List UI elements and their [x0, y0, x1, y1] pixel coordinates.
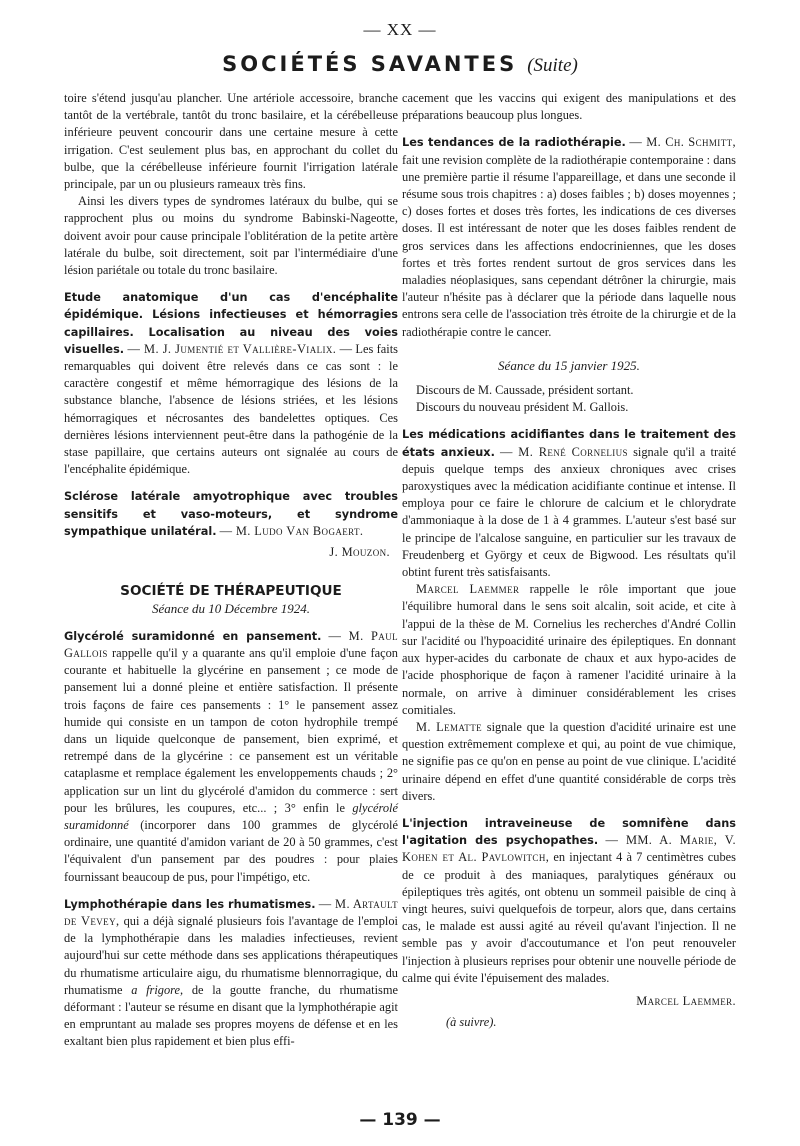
title-suffix: (Suite) — [527, 55, 578, 76]
roman-page-number: — XX — — [363, 20, 437, 39]
paragraph-laemmer — [402, 581, 736, 719]
article-authors: M. Lematte — [416, 719, 482, 734]
article-title: Les tendances de la radiothérapie. — [402, 136, 626, 150]
paragraph: cacement que les vaccins qui exigent des manipulations et des préparations beaucoup plus longues. — [402, 91, 736, 123]
article-body: de la goutte franche, du rhumatisme déformant : l'auteur se résume en disant que la lymphothérapie agit en empruntant au malade ses propres moyens de défense et en les exaltant bien plus rapidement et bien plus effi- — [64, 982, 398, 1049]
article-somnifene — [402, 815, 736, 987]
page-title — [0, 52, 800, 77]
article-title: L'injection intraveineuse de somnifène dans l'agitation des psychopathes. — [402, 816, 736, 848]
article-medications — [402, 426, 736, 581]
article-body: qui a déjà signalé plusieurs fois l'avantage de l'emploi de la lymphothérapie dans les maladies infectieuses, revient aujourd'hui sur cette méthode dans ses applications thérapeutiques du rhumatisme articulaire aigu, du rhumatisme blennorragique, du rhumatisme — [64, 913, 398, 997]
article-sclerose — [64, 488, 398, 540]
article-authors: — M. Ch. Schmitt, — [629, 135, 736, 150]
article-italic: a frigore, — [131, 982, 184, 997]
article-authors: Marcel Laemmer — [416, 582, 520, 597]
signature: Marcel Laemmer. — [636, 993, 736, 1008]
article-title: Etude anatomique d'un cas d'encéphalite épidémique. Lésions infectieuses et hémorragies capillaires. Localisation au niveau des voies visuelles. — [64, 291, 398, 356]
article-authors: — M. René Cornelius — [500, 444, 628, 459]
article-title: Glycérolé suramidonné en pansement. — [64, 629, 322, 643]
article-authors: — M. Artault de Vevey, — [64, 896, 398, 928]
article-radiotherapie — [402, 134, 736, 340]
article-title: Lymphothérapie dans les rhumatismes. — [64, 897, 316, 911]
left-column — [64, 90, 398, 1051]
article-body: en injectant 4 à 7 centimètres cubes de ce produit à des maniaques, paralytiques généraux ou épileptiques très agités, ont obtenu un sommeil paisible de cinq à vingt heures, suivi quelquefois de torpeur, alors que, dans certains cas, le malade est aussi agité au réveil qu'avant l'injection. Il ne semble pas y avoir d'accoutumance et l'on peut renouveler l'injection à plusieurs reprises pour obtenir une nouvelle période de calme qui évite l'épuisement des malades. — [402, 850, 736, 985]
article-body: rappelle le rôle important que joue l'équilibre humoral dans le sens soit alcalin, soit acide, et cite à l'appui de la thèse de M. Cornelius les recherches d'André Collin sur l'acidité ou l'hypoacidité urinaire des épileptiques. En donnant aux hyper-acides du carbonate de chaux et aux hypo-acides de l'acide phosphorique de façon à ramener l'acidité urinaire à la normale, on arrive à diminuer considérablement les crises comitiales. — [402, 582, 736, 717]
signature: J. Mouzon. — [329, 545, 390, 560]
discours-line: Discours du nouveau président M. Gallois. — [416, 400, 629, 415]
paragraph-lematte — [402, 719, 736, 805]
session-date: Séance du 15 janvier 1925. — [498, 357, 640, 373]
right-column — [402, 90, 736, 1031]
page-number: — 139 — — [359, 1110, 441, 1130]
article-body: signale que la question d'acidité urinaire est une question extrêmement complexe et qui, au point de vue chimique, ne signifie pas ce qu'on en pense au point de vue clinique. L'acidité urinaire dépend en effet d'une quantité considérable de corps très divers. — [402, 719, 736, 803]
article-authors: — M. Paul Gallois — [64, 628, 398, 660]
article-body: (incorporer dans 100 grammes de glycérolé ordinaire, une quantité d'amidon variant de 20 à 50 grammes, c'est l'équivalent d'un pansement par des poudres : pour plaies fournissant beaucoup de pus, pour l'impétigo, etc. — [64, 817, 398, 884]
article-lymphotherapie — [64, 896, 398, 1051]
article-body: signale qu'il a traité depuis quelque temps des anxieux chroniques avec crises paroxystiques avec la médication acidifiante continue et intense. Il employa pour ce faire le chlorure de calcium et le chlorydrate d'ammoniaque à la dose de 1 à 4 grammes. L'auteur s'est basé sur le principe de l'alcalose sanguine, en particulier sur les travaux de Freudenberg et György et ceux de Bigwood. Les résultats qu'il obtint furent très satisfaisants. — [402, 444, 736, 580]
section-date: Séance du 10 Décembre 1924. — [152, 601, 310, 617]
article-body: fait une revision complète de la radiothérapie contemporaine : dans une première partie il résume l'appareillage, et dans une seconde il résume sous trois chapitres : a) doses faibles ; b) doses moyennes ; c) doses fortes et doses très fortes, les indications de ces diverses doses. Il est intéressant de noter que les doses faibles rendent de gros services dans les affections endocriniennes, que les doses fortes et très fortes rendent surtout de gros services dans les maladies néoplasiques, sans cependant détrôner la chirurgie, mais l'auteur n'hésite pas à déclarer que la période dans laquelle nous entrons sera celle de l'association très étroite de la chirurgie et de la radiothérapie contre le cancer. — [402, 152, 736, 339]
article-encephalite — [64, 289, 398, 478]
article-glycerole — [64, 628, 398, 886]
title-main: SOCIÉTÉS SAVANTES — [222, 52, 518, 76]
article-authors: — MM. A. Marie, V. Kohen et Al. Pavlowitch, — [402, 833, 736, 865]
to-be-continued: (à suivre). — [446, 1015, 497, 1030]
discours-line: Discours de M. Caussade, président sortant. — [416, 383, 634, 398]
paragraph: Ainsi les divers types de syndromes latéraux du bulbe, qui se rapprochent plus ou moins du syndrome Babinski-Nageotte, doivent avoir pour cause principale l'oblitération de la petite artère latérale du bulbe, soit directement, soit par l'intermédiaire d'une lésion pariétale ou totale du tronc basilaire. — [64, 194, 398, 278]
article-body: rappelle qu'il y a quarante ans qu'il emploie d'une façon courante et habituelle la glycérine en pansement ; ce mode de pansement lui a donné pleine et entière satisfaction. Il présente trois façons de faire ces pansements : 1° le pansement assez humide qui consiste en un tampon de coton hydrophile trempé dans un liquide quelconque de pansement, bien exprimé, et retrempé dans de la glycérine : ce pansement est un véritable cataplasme et remplace également les enveloppements chauds ; 2° application sur un lint du glycérolé d'amidon du commerce : sert pour les brûlures, les coupures, etc... ; 3° enfin le — [64, 645, 398, 815]
section-title: SOCIÉTÉ DE THÉRAPEUTIQUE — [120, 583, 342, 600]
article-authors: — M. J. Jumentié et Vallière-Vialix. — [127, 341, 337, 356]
article-italic: glycérolé suramidonné — [64, 800, 398, 832]
article-title: Sclérose latérale amyotrophique avec troubles sensitifs et vaso-moteurs, et syndrome sympathique unilatéral. — [64, 490, 398, 538]
paragraph: toire s'étend jusqu'au plancher. Une artériole accessoire, branche tantôt de la vertébrale, tantôt du tronc basilaire, et la cérébelleuse inférieure peuvent concourir dans une certaine mesure à cette irrigation. C'est seulement plus bas, en approchant du collet du bulbe, que la cérébelleuse inférieure fournit l'irrigation latérale principale, par un ou plusieurs rameaux très fins. — [64, 91, 398, 192]
article-title: Les médications acidifiantes dans le traitement des états anxieux. — [402, 428, 736, 459]
article-body: — Les faits remarquables qui doivent être relevés dans ce cas sont : le caractère congestif et même hémorragique des lésions de la substance blanche, l'absence de lésions striées, et les lésions hémorragiques et nécrosantes des bandelettes optiques. Ces dernières lésions interviennent peut-être dans la pathogénie de la stase papillaire, que certains auteurs ont signalée au cours de l'encéphalite épidémique. — [64, 341, 399, 477]
article-authors: — M. Ludo Van Bogaert. — [219, 523, 364, 538]
